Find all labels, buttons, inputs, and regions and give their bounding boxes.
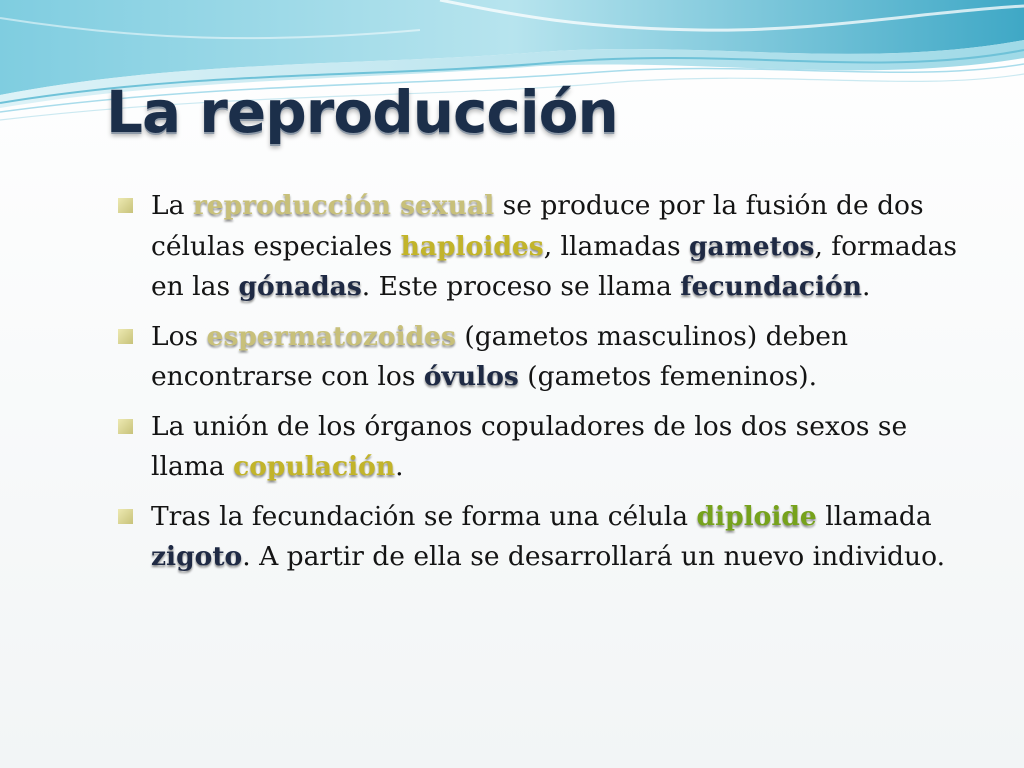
square-bullet-icon <box>118 509 133 524</box>
bullet-item <box>116 407 976 488</box>
bullet-text: Tras la fecundación se forma una célula <box>151 500 697 532</box>
bullet-text: Los <box>151 320 207 352</box>
bullet-item <box>116 497 976 578</box>
keyword: espermatozoides <box>206 320 456 352</box>
bullet-list <box>116 186 976 587</box>
square-bullet-icon <box>118 329 133 344</box>
bullet-text: . A partir de ella se desarrollará un nuevo individuo. <box>242 541 946 572</box>
square-bullet-icon <box>118 198 133 213</box>
bullet-text: (gametos femeninos). <box>518 361 818 392</box>
bullet-item <box>116 186 976 308</box>
bullet-item <box>116 317 976 398</box>
bullet-text: . <box>395 451 404 482</box>
bullet-text: , formadas en las <box>151 230 958 302</box>
keyword: zigoto <box>151 541 243 572</box>
slide-title: La reproducción <box>106 78 618 146</box>
bullet-text: llamada <box>816 500 932 532</box>
keyword: fecundación <box>680 271 862 302</box>
bullet-text: , llamadas <box>543 230 689 262</box>
bullet-text: (gametos masculinos) deben encontrarse con los <box>151 320 849 392</box>
keyword: gónadas <box>238 271 362 302</box>
bullet-text: . Este proceso se llama <box>361 271 681 302</box>
bullet-text: se produce por la fusión de dos células especiales <box>151 190 924 262</box>
keyword: reproducción sexual <box>192 190 495 221</box>
bullet-text: . <box>861 271 871 302</box>
square-bullet-icon <box>118 419 133 434</box>
keyword: óvulos <box>423 361 519 392</box>
keyword: copulación <box>233 451 396 482</box>
bullet-text: La unión de los órganos copuladores de los dos sexos se llama <box>151 410 908 482</box>
keyword: diploide <box>696 500 817 532</box>
bullet-text: La <box>151 190 193 221</box>
keyword: haploides <box>400 230 544 262</box>
keyword: gametos <box>689 230 815 262</box>
